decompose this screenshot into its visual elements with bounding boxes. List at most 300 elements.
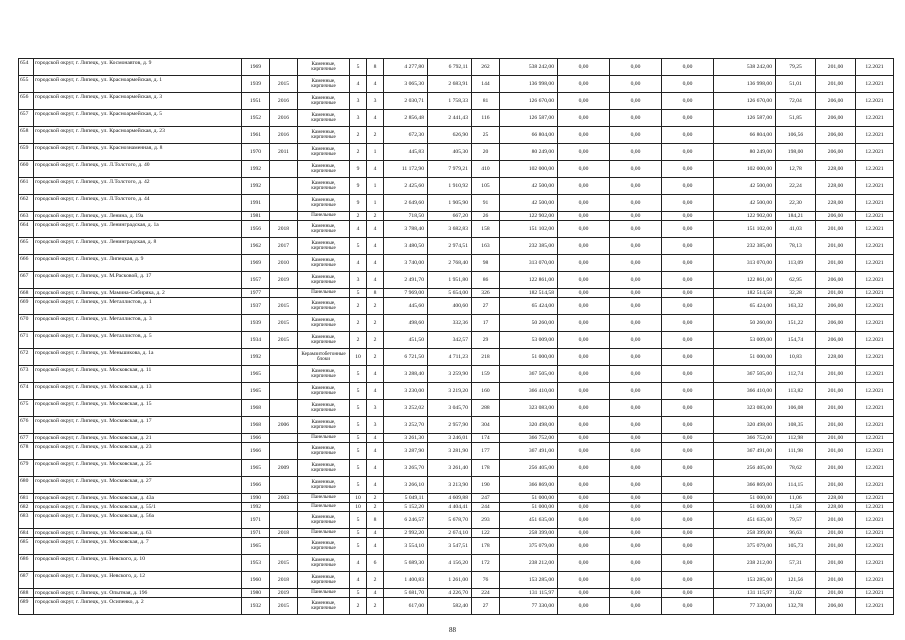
table-row [19, 127, 894, 144]
address-cell: городской округ, г. Липецк, ул. Опытная, д. 196 [34, 589, 242, 598]
living-area-cell: 332,36 [428, 315, 472, 332]
total-cost-cell: 77 330,00 [500, 598, 558, 615]
fund-2-cell: 0,00 [610, 315, 662, 332]
address-cell: городской округ, г. Липецк, ул. Металлистов, д. 3 [34, 315, 242, 332]
total-cost-cell: 258 399,00 [500, 529, 558, 538]
total-cost-cell: 122 861,00 [500, 272, 558, 289]
address-cell: городской округ, г. Липецк, ул. Московская, д. 17 [34, 417, 242, 434]
limit-cost-cell: 228,00 [816, 178, 856, 195]
row-number-cell: 681 [19, 494, 34, 503]
entrances-cell: 4 [367, 529, 384, 538]
fund-2-cell: 0,00 [610, 366, 662, 383]
living-area-cell: 582,40 [428, 598, 472, 615]
fund-3-cell: 0,00 [662, 221, 714, 238]
table-row [19, 221, 894, 238]
fund-3-cell: 0,00 [662, 383, 714, 400]
row-number-cell: 687 [19, 572, 34, 589]
limit-cost-cell: 201,00 [816, 76, 856, 93]
year-renovated-cell: 2015 [270, 76, 298, 93]
living-area-cell: 2 674,10 [428, 529, 472, 538]
unit-cost-cell: 112,74 [776, 366, 816, 383]
fund-2-cell: 0,00 [610, 349, 662, 366]
owners-funds-cell: 367 491,00 [714, 443, 776, 460]
fund-3-cell: 0,00 [662, 238, 714, 255]
wall-material-cell: Панельные [298, 529, 350, 538]
unit-cost-cell: 114,15 [776, 477, 816, 494]
wall-material-cell: Каменные, кирпичные [298, 76, 350, 93]
fund-2-cell: 0,00 [610, 110, 662, 127]
wall-material-cell: Каменные, кирпичные [298, 417, 350, 434]
floors-cell: 5 [350, 434, 367, 443]
address-cell: городской округ, г. Липецк, ул. Л.Толстого, д. 40 [34, 161, 242, 178]
year-built-cell: 1980 [242, 589, 270, 598]
floors-cell: 10 [350, 494, 367, 503]
owners-funds-cell: 151 102,00 [714, 221, 776, 238]
year-renovated-cell [270, 161, 298, 178]
table-row [19, 434, 894, 443]
address-cell: городской округ, г. Липецк, ул. Московская, д. 11 [34, 366, 242, 383]
residents-cell: 172 [472, 555, 500, 572]
floors-cell: 2 [350, 332, 367, 349]
fund-3-cell: 0,00 [662, 272, 714, 289]
living-area-cell: 3 259,90 [428, 366, 472, 383]
table-row [19, 144, 894, 161]
deadline-cell: 12.2021 [856, 383, 894, 400]
row-number-cell: 655 [19, 76, 34, 93]
total-cost-cell: 42 500,00 [500, 195, 558, 212]
residents-cell: 27 [472, 598, 500, 615]
floors-cell: 5 [350, 289, 367, 298]
total-cost-cell: 451 635,00 [500, 512, 558, 529]
limit-cost-cell: 201,00 [816, 383, 856, 400]
residents-cell: 304 [472, 417, 500, 434]
living-area-cell: 4 226,70 [428, 589, 472, 598]
residents-cell: 122 [472, 529, 500, 538]
wall-material-cell: Каменные, кирпичные [298, 477, 350, 494]
fund-2-cell: 0,00 [610, 477, 662, 494]
page-number: 88 [449, 626, 456, 634]
address-cell: городской округ, г. Липецк, ул. Московская, д. 55/1 [34, 503, 242, 512]
deadline-cell: 12.2021 [856, 272, 894, 289]
owners-funds-cell: 366 752,00 [714, 434, 776, 443]
row-number-cell: 666 [19, 255, 34, 272]
row-number-cell: 686 [19, 555, 34, 572]
table-row [19, 366, 894, 383]
fund-2-cell: 0,00 [610, 383, 662, 400]
fund-2-cell: 0,00 [610, 127, 662, 144]
fund-3-cell: 0,00 [662, 76, 714, 93]
living-area-cell: 6 792,11 [428, 59, 472, 76]
unit-cost-cell: 113,82 [776, 383, 816, 400]
limit-cost-cell: 206,00 [816, 332, 856, 349]
floors-cell: 5 [350, 366, 367, 383]
residents-cell: 29 [472, 332, 500, 349]
total-cost-cell: 102 000,00 [500, 161, 558, 178]
entrances-cell: 4 [367, 434, 384, 443]
year-built-cell: 1932 [242, 598, 270, 615]
unit-cost-cell: 112,98 [776, 434, 816, 443]
residents-cell: 91 [472, 195, 500, 212]
entrances-cell: 2 [367, 349, 384, 366]
row-number-cell: 685 [19, 538, 34, 555]
unit-cost-cell: 11,58 [776, 503, 816, 512]
table-row [19, 460, 894, 477]
fund-3-cell: 0,00 [662, 93, 714, 110]
limit-cost-cell: 228,00 [816, 503, 856, 512]
year-renovated-cell [270, 195, 298, 212]
row-number-cell: 656 [19, 93, 34, 110]
unit-cost-cell: 108,35 [776, 417, 816, 434]
fund-1-cell: 0,00 [558, 221, 610, 238]
total-cost-cell: 66 804,00 [500, 127, 558, 144]
year-renovated-cell [270, 512, 298, 529]
row-number-cell: 677 [19, 434, 34, 443]
fund-3-cell: 0,00 [662, 589, 714, 598]
wall-material-cell: Керамзитобетонные блоки [298, 349, 350, 366]
limit-cost-cell: 201,00 [816, 589, 856, 598]
entrances-cell: 4 [367, 383, 384, 400]
deadline-cell: 12.2021 [856, 255, 894, 272]
owners-funds-cell: 320 498,00 [714, 417, 776, 434]
fund-3-cell: 0,00 [662, 443, 714, 460]
floors-cell: 3 [350, 272, 367, 289]
row-number-cell: 676 [19, 417, 34, 434]
year-built-cell: 1992 [242, 349, 270, 366]
floors-cell: 5 [350, 529, 367, 538]
total-cost-cell: 42 500,00 [500, 178, 558, 195]
address-cell: городской округ, г. Липецк, ул. Московская, д. 7 [34, 538, 242, 555]
row-number-cell: 669 [19, 298, 34, 315]
entrances-cell: 4 [367, 272, 384, 289]
fund-1-cell: 0,00 [558, 349, 610, 366]
table-row [19, 238, 894, 255]
residents-cell: 17 [472, 315, 500, 332]
fund-3-cell: 0,00 [662, 434, 714, 443]
floors-cell: 9 [350, 178, 367, 195]
year-built-cell: 1939 [242, 76, 270, 93]
table-row [19, 589, 894, 598]
total-cost-cell: 51 000,00 [500, 494, 558, 503]
floors-cell: 2 [350, 315, 367, 332]
table-row [19, 272, 894, 289]
address-cell: городской округ, г. Липецк, ул. Металлистов, д. 5 [34, 332, 242, 349]
wall-material-cell: Каменные, кирпичные [298, 127, 350, 144]
fund-1-cell: 0,00 [558, 315, 610, 332]
owners-funds-cell: 42 500,00 [714, 178, 776, 195]
fund-3-cell: 0,00 [662, 460, 714, 477]
row-number-cell: 654 [19, 59, 34, 76]
owners-funds-cell: 122 902,00 [714, 212, 776, 221]
deadline-cell: 12.2021 [856, 434, 894, 443]
owners-funds-cell: 238 212,00 [714, 555, 776, 572]
wall-material-cell: Панельные [298, 589, 350, 598]
living-area-cell: 5 678,70 [428, 512, 472, 529]
row-number-cell: 684 [19, 529, 34, 538]
year-renovated-cell [270, 400, 298, 417]
wall-material-cell: Каменные, кирпичные [298, 443, 350, 460]
year-renovated-cell: 2015 [270, 298, 298, 315]
fund-1-cell: 0,00 [558, 555, 610, 572]
wall-material-cell: Каменные, кирпичные [298, 460, 350, 477]
address-cell: городской округ, г. Липецк, ул. Московская, д. 27 [34, 477, 242, 494]
total-area-cell: 5 152,20 [384, 503, 428, 512]
year-built-cell: 1992 [242, 503, 270, 512]
wall-material-cell: Каменные, кирпичные [298, 598, 350, 615]
wall-material-cell: Каменные, кирпичные [298, 538, 350, 555]
total-cost-cell: 65 424,00 [500, 298, 558, 315]
floors-cell: 4 [350, 255, 367, 272]
total-area-cell: 3 252,02 [384, 400, 428, 417]
entrances-cell: 2 [367, 503, 384, 512]
limit-cost-cell: 201,00 [816, 512, 856, 529]
residents-cell: 26 [472, 212, 500, 221]
row-number-cell: 682 [19, 503, 34, 512]
residents-cell: 178 [472, 538, 500, 555]
limit-cost-cell: 201,00 [816, 538, 856, 555]
fund-3-cell: 0,00 [662, 127, 714, 144]
deadline-cell: 12.2021 [856, 512, 894, 529]
total-cost-cell: 366 869,00 [500, 477, 558, 494]
total-area-cell: 3 230,00 [384, 383, 428, 400]
unit-cost-cell: 51,01 [776, 76, 816, 93]
wall-material-cell: Каменные, кирпичные [298, 221, 350, 238]
fund-3-cell: 0,00 [662, 195, 714, 212]
floors-cell: 4 [350, 221, 367, 238]
year-renovated-cell [270, 477, 298, 494]
living-area-cell: 3 045,70 [428, 400, 472, 417]
table-row [19, 195, 894, 212]
owners-funds-cell: 126 670,00 [714, 93, 776, 110]
total-cost-cell: 153 285,00 [500, 572, 558, 589]
year-renovated-cell [270, 366, 298, 383]
table-row [19, 598, 894, 615]
fund-2-cell: 0,00 [610, 195, 662, 212]
total-cost-cell: 131 115,97 [500, 589, 558, 598]
unit-cost-cell: 163,32 [776, 298, 816, 315]
year-built-cell: 1952 [242, 110, 270, 127]
unit-cost-cell: 198,00 [776, 144, 816, 161]
total-area-cell: 3 261,30 [384, 434, 428, 443]
total-cost-cell: 51 000,00 [500, 503, 558, 512]
table-row [19, 572, 894, 589]
unit-cost-cell: 96,63 [776, 529, 816, 538]
deadline-cell: 12.2021 [856, 400, 894, 417]
fund-1-cell: 0,00 [558, 289, 610, 298]
residents-cell: 81 [472, 93, 500, 110]
year-built-cell: 1937 [242, 298, 270, 315]
total-area-cell: 445,83 [384, 144, 428, 161]
residents-cell: 116 [472, 110, 500, 127]
fund-3-cell: 0,00 [662, 178, 714, 195]
deadline-cell: 12.2021 [856, 178, 894, 195]
address-cell: городской округ, г. Липецк, ул. Ленина, д. 19а [34, 212, 242, 221]
wall-material-cell: Панельные [298, 434, 350, 443]
fund-1-cell: 0,00 [558, 598, 610, 615]
fund-3-cell: 0,00 [662, 349, 714, 366]
row-number-cell: 660 [19, 161, 34, 178]
fund-1-cell: 0,00 [558, 76, 610, 93]
owners-funds-cell: 42 500,00 [714, 195, 776, 212]
residents-cell: 76 [472, 572, 500, 589]
unit-cost-cell: 78,13 [776, 238, 816, 255]
fund-2-cell: 0,00 [610, 512, 662, 529]
row-number-cell: 674 [19, 383, 34, 400]
floors-cell: 5 [350, 512, 367, 529]
total-cost-cell: 538 242,00 [500, 59, 558, 76]
table-row [19, 255, 894, 272]
residents-cell: 105 [472, 178, 500, 195]
residents-cell: 86 [472, 272, 500, 289]
total-area-cell: 2 030,71 [384, 93, 428, 110]
owners-funds-cell: 50 260,00 [714, 315, 776, 332]
total-area-cell: 451,50 [384, 332, 428, 349]
deadline-cell: 12.2021 [856, 477, 894, 494]
total-area-cell: 5 049,11 [384, 494, 428, 503]
limit-cost-cell: 201,00 [816, 400, 856, 417]
entrances-cell: 8 [367, 289, 384, 298]
row-number-cell: 675 [19, 400, 34, 417]
fund-2-cell: 0,00 [610, 289, 662, 298]
year-renovated-cell [270, 212, 298, 221]
entrances-cell: 3 [367, 93, 384, 110]
owners-funds-cell: 77 330,00 [714, 598, 776, 615]
fund-1-cell: 0,00 [558, 161, 610, 178]
total-area-cell: 718,50 [384, 212, 428, 221]
table-row [19, 332, 894, 349]
total-cost-cell: 323 083,00 [500, 400, 558, 417]
year-renovated-cell: 2017 [270, 238, 298, 255]
year-renovated-cell: 2018 [270, 529, 298, 538]
wall-material-cell: Каменные, кирпичные [298, 298, 350, 315]
total-cost-cell: 126 670,00 [500, 93, 558, 110]
owners-funds-cell: 65 424,00 [714, 298, 776, 315]
floors-cell: 9 [350, 161, 367, 178]
fund-3-cell: 0,00 [662, 110, 714, 127]
total-cost-cell: 53 009,00 [500, 332, 558, 349]
wall-material-cell: Каменные, кирпичные [298, 178, 350, 195]
floors-cell: 2 [350, 144, 367, 161]
owners-funds-cell: 258 399,00 [714, 529, 776, 538]
entrances-cell: 2 [367, 598, 384, 615]
living-area-cell: 7 979,21 [428, 161, 472, 178]
deadline-cell: 12.2021 [856, 289, 894, 298]
floors-cell: 3 [350, 93, 367, 110]
row-number-cell: 683 [19, 512, 34, 529]
limit-cost-cell: 206,00 [816, 298, 856, 315]
entrances-cell: 1 [367, 195, 384, 212]
deadline-cell: 12.2021 [856, 127, 894, 144]
living-area-cell: 667,20 [428, 212, 472, 221]
fund-1-cell: 0,00 [558, 443, 610, 460]
year-renovated-cell [270, 349, 298, 366]
fund-2-cell: 0,00 [610, 460, 662, 477]
entrances-cell: 2 [367, 298, 384, 315]
floors-cell: 5 [350, 460, 367, 477]
wall-material-cell: Каменные, кирпичные [298, 366, 350, 383]
unit-cost-cell: 41,03 [776, 221, 816, 238]
fund-2-cell: 0,00 [610, 434, 662, 443]
fund-3-cell: 0,00 [662, 555, 714, 572]
floors-cell: 5 [350, 477, 367, 494]
unit-cost-cell: 11,06 [776, 494, 816, 503]
total-area-cell: 2 425,60 [384, 178, 428, 195]
fund-1-cell: 0,00 [558, 503, 610, 512]
fund-2-cell: 0,00 [610, 144, 662, 161]
total-area-cell: 7 969,00 [384, 289, 428, 298]
living-area-cell: 3 682,83 [428, 221, 472, 238]
year-built-cell: 1966 [242, 477, 270, 494]
residents-cell: 163 [472, 238, 500, 255]
total-area-cell: 1 400,83 [384, 572, 428, 589]
year-built-cell: 1981 [242, 212, 270, 221]
fund-2-cell: 0,00 [610, 417, 662, 434]
limit-cost-cell: 201,00 [816, 460, 856, 477]
owners-funds-cell: 538 242,00 [714, 59, 776, 76]
residents-cell: 326 [472, 289, 500, 298]
total-area-cell: 3 266,10 [384, 477, 428, 494]
wall-material-cell: Каменные, кирпичные [298, 110, 350, 127]
residents-cell: 190 [472, 477, 500, 494]
deadline-cell: 12.2021 [856, 349, 894, 366]
fund-1-cell: 0,00 [558, 212, 610, 221]
limit-cost-cell: 201,00 [816, 238, 856, 255]
deadline-cell: 12.2021 [856, 298, 894, 315]
fund-2-cell: 0,00 [610, 161, 662, 178]
row-number-cell: 670 [19, 315, 34, 332]
year-renovated-cell [270, 59, 298, 76]
living-area-cell: 2 768,40 [428, 255, 472, 272]
floors-cell: 5 [350, 383, 367, 400]
owners-funds-cell: 366 410,00 [714, 383, 776, 400]
total-area-cell: 3 788,40 [384, 221, 428, 238]
owners-funds-cell: 313 070,00 [714, 255, 776, 272]
fund-1-cell: 0,00 [558, 460, 610, 477]
year-renovated-cell: 2016 [270, 93, 298, 110]
living-area-cell: 3 281,90 [428, 443, 472, 460]
fund-3-cell: 0,00 [662, 59, 714, 76]
year-built-cell: 1960 [242, 572, 270, 589]
living-area-cell: 3 547,51 [428, 538, 472, 555]
row-number-cell: 679 [19, 460, 34, 477]
living-area-cell: 1 261,00 [428, 572, 472, 589]
fund-1-cell: 0,00 [558, 178, 610, 195]
entrances-cell: 6 [367, 555, 384, 572]
floors-cell: 5 [350, 538, 367, 555]
total-cost-cell: 80 249,00 [500, 144, 558, 161]
unit-cost-cell: 51,85 [776, 110, 816, 127]
year-built-cell: 1956 [242, 221, 270, 238]
year-renovated-cell: 2010 [270, 255, 298, 272]
fund-1-cell: 0,00 [558, 59, 610, 76]
year-renovated-cell [270, 538, 298, 555]
wall-material-cell: Панельные [298, 503, 350, 512]
address-cell: городской округ, г. Липецк, ул. М.Расковой, д. 17 [34, 272, 242, 289]
wall-material-cell: Каменные, кирпичные [298, 512, 350, 529]
unit-cost-cell: 121,56 [776, 572, 816, 589]
fund-1-cell: 0,00 [558, 400, 610, 417]
row-number-cell: 672 [19, 349, 34, 366]
deadline-cell: 12.2021 [856, 161, 894, 178]
unit-cost-cell: 79,57 [776, 512, 816, 529]
limit-cost-cell: 228,00 [816, 161, 856, 178]
year-built-cell: 1934 [242, 332, 270, 349]
address-cell: городской округ, г. Липецк, ул. Красноармейская, д. 3 [34, 93, 242, 110]
owners-funds-cell: 126 587,00 [714, 110, 776, 127]
unit-cost-cell: 151,22 [776, 315, 816, 332]
living-area-cell: 4 156,20 [428, 555, 472, 572]
year-renovated-cell: 2009 [270, 460, 298, 477]
total-cost-cell: 126 587,00 [500, 110, 558, 127]
